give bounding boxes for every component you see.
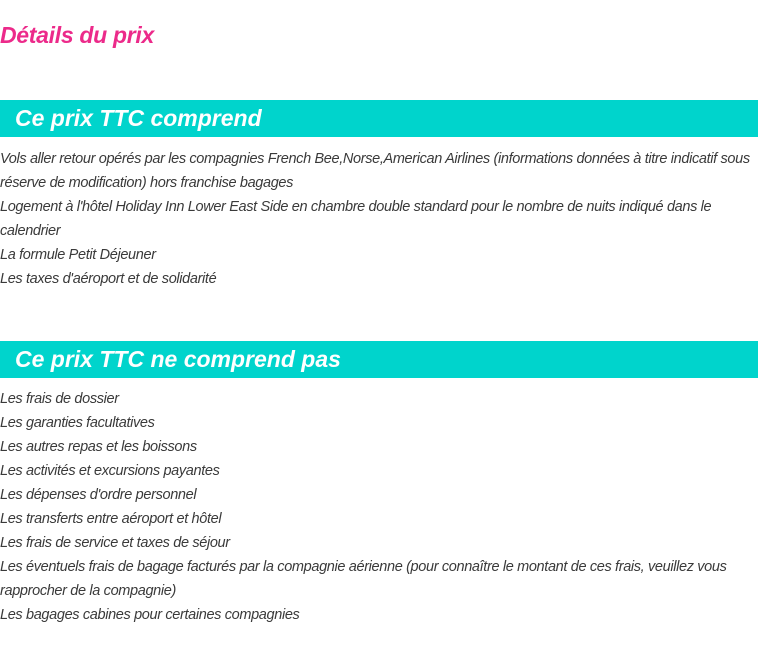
excluded-section-header: Ce prix TTC ne comprend pas xyxy=(0,341,758,378)
excluded-item-transfers: Les transferts entre aéroport et hôtel xyxy=(0,511,222,527)
excluded-item-personal-expenses: Les dépenses d'ordre personnel xyxy=(0,487,197,503)
excluded-item-optional-guarantees: Les garanties facultatives xyxy=(0,415,155,431)
excluded-item-baggage-fees: Les éventuels frais de bagage facturés par la compagnie aérienne (pour connaître le montant de ces frais, veuillez vous rapprocher de la compagnie) xyxy=(0,559,727,599)
included-section-header: Ce prix TTC comprend xyxy=(0,100,758,137)
excluded-item-file-fees: Les frais de dossier xyxy=(0,391,119,407)
excluded-item-service-fees: Les frais de service et taxes de séjour xyxy=(0,535,230,551)
included-item-flights: Vols aller retour opérés par les compagnies French Bee,Norse,American Airlines (informations données à titre indicatif sous réserve de modification) hors franchise bagages xyxy=(0,151,750,191)
excluded-item-cabin-baggage: Les bagages cabines pour certaines compagnies xyxy=(0,607,300,623)
excluded-list xyxy=(0,387,752,627)
page-title: Détails du prix xyxy=(0,22,154,48)
included-item-taxes: Les taxes d'aéroport et de solidarité xyxy=(0,271,217,287)
included-list xyxy=(0,147,752,291)
excluded-item-meals-drinks: Les autres repas et les boissons xyxy=(0,439,197,455)
excluded-item-paid-activities: Les activités et excursions payantes xyxy=(0,463,220,479)
included-item-hotel: Logement à l'hôtel Holiday Inn Lower East Side en chambre double standard pour le nombre de nuits indiqué dans le calendrier xyxy=(0,199,712,239)
included-item-breakfast: La formule Petit Déjeuner xyxy=(0,247,156,263)
